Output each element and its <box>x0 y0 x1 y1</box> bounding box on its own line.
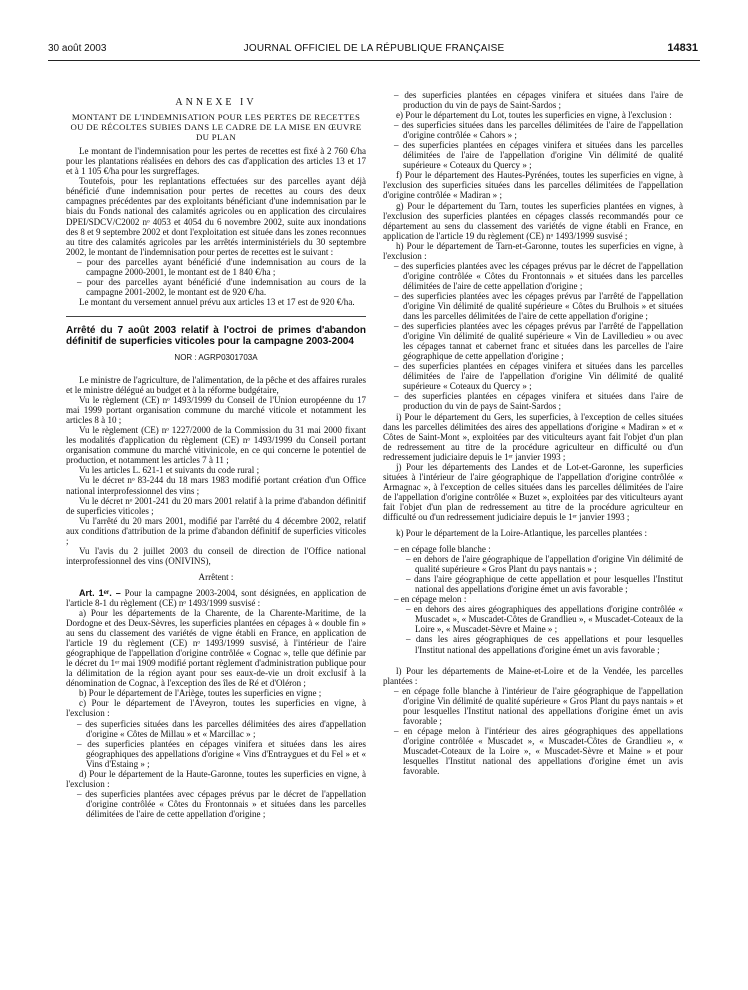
article-label: Art. 1ᵉʳ. – <box>79 587 121 598</box>
paragraph: a) Pour les départements de la Charente, de la Charente-Maritime, de la Dordogne et des Deux-Sèvres, les superficies plantées en cépages à « double fin » au sens du classement des variétés de vigne établi en France, en application de l'article 19 du règlement (CE) nᵒ 1493/1999 susvisé, à l'intérieur de l'aire géographique de l'appellation d'origine contrôlée « Cognac », telle que définie par le décret du 1ᵉʳ mai 1909 modifié portant règlement d'administration publique pour la délimitation de la région ayant pour ses eaux-de-vie un droit exclusif à la dénomination de Cognac, à l'exception des îles de Ré et d'Oléron ; <box>66 608 366 689</box>
paragraph: Le ministre de l'agriculture, de l'alimentation, de la pêche et des affaires rurales et le ministre délégué au budget et à la réforme budgétaire, <box>66 374 366 396</box>
journal-title: JOURNAL OFFICIEL DE LA RÉPUBLIQUE FRANÇAISE <box>243 43 505 54</box>
paragraph: l) Pour les départements de Maine-et-Loire et de la Vendée, les parcelles plantées : <box>383 665 683 686</box>
paragraph: h) Pour le département de Tarn-et-Garonne, toutes les superficies en vigne, à l'exclusion : <box>383 240 683 261</box>
list-item: – en dehors des aires géographiques des appellations d'origine contrôlée « Muscadet », « Muscadet-Côtes de Grandlieu », « Muscadet-Coteaux de la Loire », « Muscadet-Sèvre et Maine » ; <box>406 604 683 635</box>
paragraph: g) Pour le département du Tarn, toutes les superficies plantées en vignes, à l'exclusion des superficies plantées en cépages classés recommandés pour ce département au sens du classement des variétés de vigne établi en France, en application de l'article 19 du règlement (CE) nᵒ 1493/1999 susvisé ; <box>383 200 683 241</box>
paragraph: j) Pour les départements des Landes et de Lot-et-Garonne, les superficies situées à l'intérieur de l'aire géographique de l'appellation d'origine contrôlée « Armagnac », à l'exception de celles situées dans les parcelles délimitées de l'aire de l'appellation d'origine contrôlée « Buzet », exploitées par des viticulteurs ayant fait l'objet d'un plan de redressement au titre de la procédure agriculteur en difficulté ou d'un redressement judiciaire depuis le 1ᵉʳ janvier 1993 ; <box>383 461 683 522</box>
nor-reference: NOR : AGRP0301703A <box>174 352 258 362</box>
page-number: 14831 <box>667 42 698 54</box>
annexe-subtitle: MONTANT DE L'INDEMNISATION POUR LES PERTES DE RECETTES OU DE RÉCOLTES SUBIES DANS LE CADRE DE LA MISE EN ŒUVRE DU PLAN <box>70 112 362 143</box>
list-item: – pour des parcelles ayant bénéficié d'une indemnisation au cours de la campagne 2000-2001, le montant est de 1 840 €/ha ; <box>77 256 366 277</box>
list-item: – des superficies plantées en cépages vinifera et situées dans les aires géographiques des appellations d'origine « Vins d'Entraygues et du Fel » et « Vins d'Estaing » ; <box>77 738 366 769</box>
paragraph: Le montant de l'indemnisation pour les pertes de recettes est fixé à 2 760 €/ha pour les plantations réalisées en dehors des cas d'application des articles 13 et 17 et à 1 105 €/ha pour les surgreffages. <box>66 146 366 177</box>
list-item: – des superficies plantées en cépages vinifera et situées dans les parcelles délimitées de l'aire de l'appellation d'origine Vin délimité de qualité supérieure « Coteaux du Quercy » ; <box>394 361 683 392</box>
decree-title: Arrêté du 7 août 2003 relatif à l'octroi de primes d'abandon définitif de superficies viticoles pour la campagne 2003-2004 <box>66 324 366 347</box>
list-item: – en cépage folle blanche : <box>394 544 491 555</box>
paragraph: k) Pour le département de la Loire-Atlantique, les parcelles plantées : <box>396 528 647 539</box>
list-item: – des superficies plantées avec les cépages prévus par l'arrêté de l'appellation d'origine Vin délimité de qualité supérieure « Côtes du Brulhois » et situées dans les parcelles délimitées de l'aire de cette appellation d'origine ; <box>394 290 683 322</box>
paragraph: Vu le règlement (CE) nᵒ 1227/2000 de la Commission du 31 mai 2000 fixant les modalités d'application du règlement (CE) nᵒ 1493/1999 du Conseil portant organisation commune du marché vitivinicole, en ce qui concerne le potentiel de production, et notamment les articles 7 à 11 ; <box>66 425 366 466</box>
paragraph: Le montant du versement annuel prévu aux articles 13 et 17 est de 920 €/ha. <box>79 296 355 307</box>
section-divider <box>66 316 366 317</box>
paragraph: Vu l'arrêté du 20 mars 2001, modifié par l'arrêté du 4 décembre 2002, relatif aux conditions d'attribution de la prime d'abandon définitif de superficies viticoles ; <box>66 515 366 546</box>
header-rule <box>48 60 700 61</box>
article-text: Pour la campagne 2003-2004, sont désignées, en application de l'article 8-1 du règlement (CE) nᵒ 1493/1999 susvisé : <box>66 587 367 608</box>
list-item: – des superficies plantées avec les cépages prévus par l'arrêté de l'appellation d'origine Vin délimité de qualité supérieure « Vin de Lavilledieu » ou avec les cépages tannat et cabernet franc et situées dans les parcelles de l'aire géographique de cette appellation d'origine ; <box>394 321 683 362</box>
paragraph: Vu le règlement (CE) nᵒ 1493/1999 du Conseil de l'Union européenne du 17 mai 1999 portant organisation commune du marché viticole et notamment les articles 8 à 10 ; <box>66 395 366 426</box>
list-item: – des superficies situées dans les parcelles délimitées des aires d'appellation d'origine « Côtes de Millau » et « Marcillac » ; <box>77 718 366 739</box>
left-column <box>66 90 366 819</box>
list-item: – pour des parcelles ayant bénéficié d'une indemnisation au cours de la campagne 2001-2002, le montant est de 920 €/ha. <box>77 276 366 297</box>
paragraph: d) Pour le département de la Haute-Garonne, toutes les superficies en vigne, à l'exclusion : <box>66 768 366 789</box>
list-item: – en cépage melon : <box>394 594 467 605</box>
list-item: – en cépage folle blanche à l'intérieur de l'aire géographique de l'appellation d'origine Vin délimité de qualité supérieure « Gros Plant du pays nantais » et pour lesquelles l'Institut national des appellations d'origine émet un avis favorable ; <box>394 685 683 726</box>
paragraph: f) Pour le département des Hautes-Pyrénées, toutes les superficies en vigne, à l'exclusion des superficies situées dans les parcelles délimitées de l'appellation d'origine contrôlée « Madiran » ; <box>383 170 683 201</box>
paragraph: Vu les articles L. 621-1 et suivants du code rural ; <box>79 465 260 476</box>
arretent-heading: Arrêtent : <box>198 571 234 582</box>
paragraph: Vu le décret nᵒ 83-244 du 18 mars 1983 modifié portant création d'un Office national interprofessionnel des vins ; <box>66 475 366 496</box>
paragraph: e) Pour le département du Lot, toutes les superficies en vigne, à l'exclusion : <box>396 110 672 121</box>
paragraph: c) Pour le département de l'Aveyron, toutes les superficies en vigne, à l'exclusion : <box>66 698 366 719</box>
paragraph: Vu le décret nᵒ 2001-241 du 20 mars 2001 relatif à la prime d'abandon définitif de superficies viticoles ; <box>66 495 366 516</box>
list-item: – en dehors de l'aire géographique de l'appellation d'origine Vin délimité de qualité supérieure « Gros Plant du pays nantais » ; <box>406 554 683 575</box>
right-column <box>383 90 683 776</box>
list-item: – dans l'aire géographique de cette appellation et pour lesquelles l'Institut national des appellations d'origine émet un avis favorable ; <box>406 574 683 595</box>
paragraph: b) Pour le département de l'Ariège, toutes les superficies en vigne ; <box>79 688 322 699</box>
paragraph: Toutefois, pour les replantations effectuées sur des parcelles ayant déjà bénéficié d'une indemnisation pour pertes de recettes au cours des deux campagnes précédentes par des exploitants bénéficiant d'une indemnisation par le biais du Fonds national des calamités agricoles ou en application des circulaires DPEI/SDCV/C2002 nᵒ 4053 et 4054 du 6 novembre 2002, suite aux inondations des 8 et 9 septembre 2002 et dont l'exploitation est située dans les zones reconnues au titre des calamités agricoles par les arrêtés interministériels du 30 septembre 2002, le montant de l'indemnisation pour pertes de recettes est le suivant : <box>66 176 366 257</box>
issue-date: 30 août 2003 <box>48 43 107 54</box>
article-1 <box>66 588 366 608</box>
annexe-title: ANNEXE IV <box>175 97 257 108</box>
list-item: – des superficies plantées avec les cépages prévus par le décret de l'appellation d'origine contrôlée « Côtes du Frontonnais » et situées dans les parcelles délimitées de l'aire de cette appellation d'origine ; <box>394 260 683 291</box>
list-item: – des superficies plantées en cépages vinifera et situées dans l'aire de production du vin de pays de Saint-Sardos ; <box>394 90 683 111</box>
list-item: – des superficies plantées avec cépages prévus par le décret de l'appellation d'origine contrôlée « Côtes du Frontonnais » et situées dans les parcelles délimitées de l'aire de cette appellation d'origine ; <box>77 788 366 819</box>
paragraph: i) Pour le département du Gers, les superficies, à l'exception de celles situées dans les parcelles délimitées des aires des appellations d'origine « Madiran » et « Côtes de Saint-Mont », exploitées par des viticulteurs ayant fait l'objet d'un plan de redressement au titre de la procédure agriculteur en difficulté ou d'un redressement judiciaire depuis le 1ᵉʳ janvier 1993 ; <box>383 411 683 462</box>
list-item: – en cépage melon à l'intérieur des aires géographiques des appellations d'origine contrôlée « Muscadet », « Muscadet-Côtes de Grandlieu », « Muscadet-Coteaux de la Loire », « Muscadet-Sèvre et Maine » et pour lesquelles l'Institut national des appellations d'origine émet un avis favorable. <box>394 725 683 777</box>
list-item: – des superficies plantées en cépages vinifera et situées dans les parcelles délimitées de l'aire de l'appellation d'origine Vin délimité de qualité supérieure « Coteaux du Quercy » ; <box>394 140 683 171</box>
list-item: – des superficies situées dans les parcelles délimitées de l'aire de l'appellation d'origine contrôlée « Cahors » ; <box>394 120 683 141</box>
page-header <box>0 40 748 56</box>
list-item: – dans les aires géographiques de ces appellations et pour lesquelles l'Institut national des appellations d'origine émet un avis favorable ; <box>406 634 683 655</box>
paragraph: Vu l'avis du 2 juillet 2003 du conseil de direction de l'Office national interprofessionnel des vins (ONIVINS), <box>66 545 366 566</box>
list-item: – des superficies plantées en cépages vinifera et situées dans l'aire de production du vin de pays de Saint-Sardos ; <box>394 391 683 412</box>
